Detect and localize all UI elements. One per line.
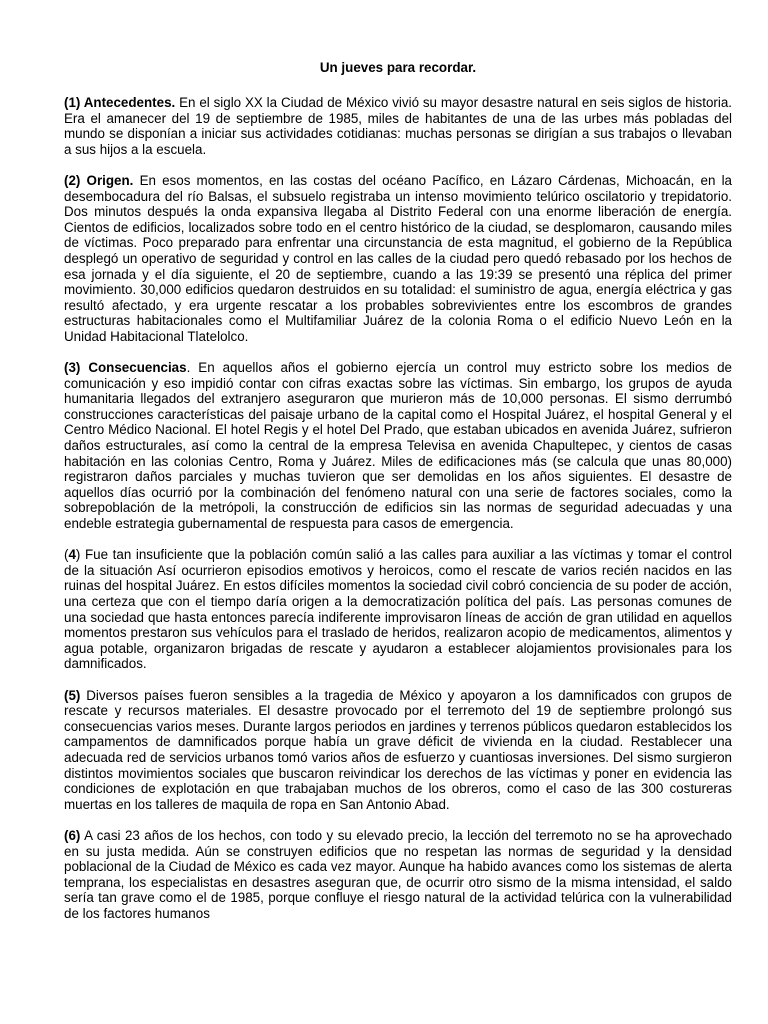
- paragraph-5: [64, 688, 732, 813]
- paragraph-5-text: Diversos países fueron sensibles a la tragedia de México y apoyaron a los damnificados con grupos de rescate y recursos materiales. El desastre provocado por el terremoto del 19 de septiembre prolongó sus consecuencias varios meses. Durante largos periodos en jardines y terrenos públicos quedaron establecidos los campamentos de damnificados porque había un grave déficit de vivienda en la ciudad. Restablecer una adecuada red de servicios urbanos tomó varios años de esfuerzo y cuantiosas inversiones. Del sismo surgieron distintos movimientos sociales que buscaron reivindicar los derechos de las víctimas y poner en evidencia las condiciones de explotación en que trabajaban muchos de los obreros, como el caso de las 300 costureras muertas en los talleres de maquila de ropa en San Antonio Abad.: [64, 687, 732, 812]
- paragraph-6: [64, 828, 732, 922]
- document-title: Un jueves para recordar.: [319, 60, 477, 75]
- paragraph-2-text: En esos momentos, en las costas del océano Pacífico, en Lázaro Cárdenas, Michoacán, en la desembocadura del río Balsas, el subsuelo registraba un intenso movimiento telúrico oscilatorio y trepidatorio. Dos minutos después la onda expansiva llegaba al Distrito Federal con una enorme liberación de energía. Cientos de edificios, localizados sobre todo en el centro histórico de la ciudad, se desplomaron, causando miles de víctimas. Poco preparado para enfrentar una circunstancia de esta magnitud, el gobierno de la República desplegó un operativo de seguridad y control en las calles de la ciudad pero quedó rebasado por los hechos de esa jornada y el día siguiente, el 20 de septiembre, cuando a las 19:39 se presentó una réplica del primer movimiento. 30,000 edificios quedaron destruidos en su totalidad: el suministro de agua, energía eléctrica y gas resultó afectado, y era urgente rescatar a los probables sobrevivientes entre los escombros de grandes estructuras habitacionales como el Multifamiliar Juárez de la colonia Roma o el edificio Nuevo León en la Unidad Habitacional Tlatelolco.: [64, 172, 732, 344]
- paragraph-5-label: (5): [64, 687, 81, 703]
- paragraph-1-text: En el siglo XX la Ciudad de México vivió su mayor desastre natural en seis siglos de historia. Era el amanecer del 19 de septiembre de 1985, miles de habitantes de una de las urbes más pobladas del mundo se disponían a iniciar sus actividades cotidianas: muchas personas se dirigían a sus trabajos o llevaban a sus hijos a la escuela.: [64, 95, 732, 157]
- paragraph-4-label-close: ): [75, 547, 81, 563]
- paragraph-6-text: A casi 23 años de los hechos, con todo y su elevado precio, la lección del terremoto no se ha aprovechado en su justa medida. Aún se construyen edificios que no respetan las normas de seguridad y la densidad poblacional de la Ciudad de México es cada vez mayor. Aunque ha habido avances como los sistemas de alerta temprana, los especialistas en desastres aseguran que, de ocurrir otro sismo de la misma intensidad, el saldo sería tan grave como el de 1985, porque confluye el riesgo natural de la actividad telúrica con la vulnerabilidad de los factores humanos: [64, 827, 732, 921]
- paragraph-4-text: Fue tan insuficiente que la población común salió a las calles para auxiliar a las víctimas y tomar el control de la situación Así ocurrieron episodios emotivos y heroicos, como el rescate de varios recién nacidos en las ruinas del hospital Juárez. En estos difíciles momentos la sociedad civil cobró conciencia de su poder de acción, una certeza que con el tiempo daría origen a la democratización política del país. Las personas comunes de una sociedad que hasta entonces parecía indiferente improvisaron líneas de acción de gran utilidad en aquellos momentos prestaron sus vehículos para el traslado de heridos, realizaron acopio de medicamentos, alimentos y agua potable, organizaron brigadas de rescate y ayudaron a establecer alojamientos provisionales para los damnificados.: [64, 547, 732, 672]
- paragraph-2-origen: [64, 173, 732, 345]
- paragraph-1-label: (1) Antecedentes.: [64, 95, 176, 110]
- paragraph-3-label: (3) Consecuencias: [64, 360, 187, 376]
- paragraph-6-label: (6): [64, 827, 81, 843]
- paragraph-1-antecedentes: [64, 95, 732, 157]
- paragraph-3-text: . En aquellos años el gobierno ejercía un control muy estricto sobre los medios de comunicación y eso impidió contar con cifras exactas sobre las víctimas. Sin embargo, los grupos de ayuda humanitaria llegados del extranjero aseguraron que murieron más de 10,000 personas. El sismo derrumbó construcciones características del paisaje urbano de la capital como el Hospital Juárez, el hospital General y el Centro Médico Nacional. El hotel Regis y el hotel Del Prado, que estaban ubicados en avenida Juárez, sufrieron daños estructurales, así como la central de la empresa Televisa en avenida Chapultepec, y cientos de casas habitación en las colonias Centro, Roma y Juárez. Miles de edificaciones más (se calcula que unas 80,000) registraron daños parciales y muchas tuvieron que ser demolidas en los años siguientes. El desastre de aquellos días ocurrió por la combinación del fenómeno natural con una serie de factores sociales, como la sobrepoblación de la metrópoli, la construcción de edificios sin las normas de seguridad adecuadas y una endeble estrategia gubernamental de respuesta para casos de emergencia.: [64, 360, 732, 532]
- paragraph-4-label-open: (: [64, 547, 69, 563]
- document-page: [64, 60, 732, 937]
- paragraph-2-label: (2) Origen.: [64, 172, 134, 188]
- paragraph-4: [64, 547, 732, 672]
- paragraph-4-label-number: 4: [68, 547, 76, 563]
- paragraph-3-consecuencias: [64, 360, 732, 532]
